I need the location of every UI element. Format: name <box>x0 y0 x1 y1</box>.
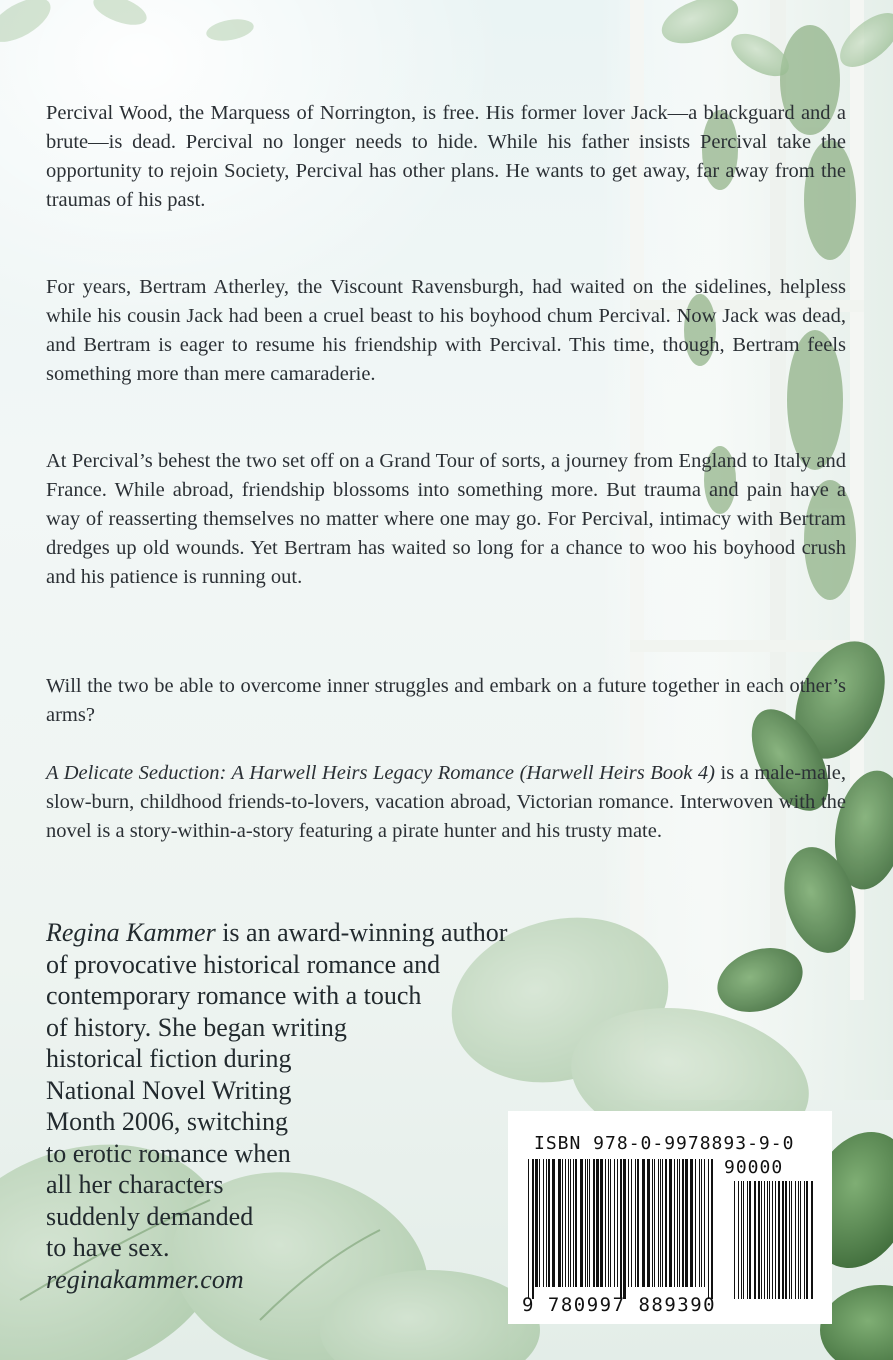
barcode-bar <box>782 1181 784 1299</box>
barcode-bar <box>658 1159 659 1287</box>
barcode-bar <box>539 1159 540 1287</box>
barcode-bar <box>754 1181 756 1299</box>
barcode-bar <box>711 1159 713 1299</box>
ean13-barcode-bars <box>528 1159 714 1299</box>
blurb-paragraph-2: For years, Bertram Atherley, the Viscount Ravensburgh, had waited on the sidelines, helpless while his cousin Jack had been a cruel beast to his boyhood chum Percival. Now Jack was dead, and Bertram is eager to resume his friendship with Percival. This time, though, Bertram feels something more than mere camaraderie. <box>46 276 846 385</box>
barcode-bar <box>570 1159 571 1287</box>
barcode-bar <box>701 1159 702 1287</box>
barcode-bar <box>552 1159 555 1287</box>
barcode-bar <box>775 1181 776 1299</box>
author-bio <box>46 917 566 1295</box>
barcode-bar <box>610 1159 611 1287</box>
barcode-bar <box>767 1181 768 1299</box>
barcode-bar <box>620 1159 622 1299</box>
price-addon-barcode-bars <box>734 1181 816 1299</box>
barcode-bar <box>546 1159 547 1287</box>
barcode-bar <box>800 1181 801 1299</box>
barcode-bar <box>695 1159 696 1287</box>
barcode-bar <box>593 1159 595 1287</box>
barcode-bar <box>669 1159 672 1287</box>
barcode-bar <box>778 1181 780 1299</box>
isbn-label: ISBN 978-0-9978893-9-0 <box>534 1133 795 1154</box>
barcode-bar <box>528 1159 529 1299</box>
barcode-bar <box>791 1181 792 1299</box>
isbn-barcode <box>508 1111 832 1324</box>
barcode-bar <box>662 1159 663 1287</box>
barcode-bar <box>699 1159 700 1287</box>
bio-line-4: of history. She began writing <box>46 1012 347 1042</box>
barcode-bar <box>617 1159 618 1287</box>
book-description: is a male-male, slow-burn, childhood friends-to-lovers, vacation abroad, Victorian romance. Interwoven with the novel is a story-within-a-story featuring a pirate hunter and his trusty mate. <box>46 762 846 842</box>
barcode-bar <box>587 1159 588 1287</box>
barcode-bar <box>665 1159 667 1287</box>
barcode-bar <box>758 1181 760 1299</box>
barcode-bar <box>795 1181 796 1299</box>
barcode-bar <box>708 1159 709 1299</box>
bio-line-3: contemporary romance with a touch <box>46 981 422 1010</box>
blurb-paragraph-5 <box>46 759 846 846</box>
barcode-bar <box>605 1159 606 1287</box>
price-code: 90000 <box>724 1157 784 1178</box>
barcode-bar <box>628 1159 629 1287</box>
barcode-bar <box>631 1159 632 1287</box>
barcode-bar <box>660 1159 661 1287</box>
barcode-bar <box>761 1181 762 1299</box>
barcode-bar <box>749 1181 751 1299</box>
barcode-bar <box>804 1181 805 1299</box>
barcode-bar <box>543 1159 544 1287</box>
barcode-bar <box>548 1159 550 1287</box>
barcode-bar <box>806 1181 808 1299</box>
barcode-bar <box>535 1159 538 1287</box>
bio-line-8: to erotic romance when <box>46 1138 291 1168</box>
barcode-bar <box>642 1159 645 1287</box>
barcode-bar <box>596 1159 599 1287</box>
barcode-bar <box>589 1159 590 1287</box>
bio-line-6: National Novel Writing <box>46 1075 292 1105</box>
barcode-bar <box>738 1181 739 1299</box>
bio-line-11: to have sex. <box>46 1233 170 1262</box>
barcode-bar <box>772 1181 773 1299</box>
bio-line-1: Regina Kammer is an award-winning author <box>46 918 508 947</box>
barcode-bar <box>573 1159 574 1287</box>
author-website: reginakammer.com <box>46 1264 244 1294</box>
barcode-bar <box>580 1159 583 1287</box>
barcode-bar <box>532 1159 534 1299</box>
blurb-paragraph-3: At Percival’s behest the two set off on a Grand Tour of sorts, a journey from England to Italy and France. While abroad, friendship blossoms into something more. But trauma and pain have a way of reasserting themselves no matter where one may go. For Percival, intimacy with Bertram dredges up old wounds. Yet Bertram has waited so long for a chance to woo his boyhood crush and his patience is running out. <box>46 450 846 588</box>
barcode-bar <box>741 1181 742 1299</box>
barcode-bar <box>798 1181 799 1299</box>
barcode-bar <box>811 1181 813 1299</box>
barcode-bar <box>654 1159 655 1287</box>
barcode-bar <box>608 1159 609 1287</box>
barcode-bar <box>568 1159 569 1287</box>
ean-digits: 9 780997 889390 <box>522 1294 717 1316</box>
author-name: Regina Kammer <box>46 918 216 947</box>
barcode-bar <box>562 1159 563 1287</box>
barcode-bar <box>652 1159 653 1287</box>
bio-line-10: suddenly demanded <box>46 1201 254 1231</box>
barcode-bar <box>637 1159 639 1287</box>
barcode-bar <box>734 1181 735 1299</box>
barcode-bar <box>690 1159 693 1287</box>
barcode-bar <box>575 1159 577 1287</box>
barcode-bar <box>600 1159 603 1287</box>
barcode-bar <box>679 1159 680 1287</box>
barcode-bar <box>585 1159 586 1287</box>
book-title: A Delicate Seduction: A Harwell Heirs Legacy Romance (Harwell Heirs Book 4) <box>46 762 715 784</box>
bio-line-9: all her characters <box>46 1170 224 1199</box>
barcode-bar <box>704 1159 705 1287</box>
bio-line-7: Month 2006, switching <box>46 1107 288 1136</box>
barcode-bar <box>789 1181 790 1299</box>
barcode-bar <box>743 1181 744 1299</box>
barcode-bar <box>614 1159 615 1287</box>
barcode-bar <box>747 1181 748 1299</box>
barcode-bar <box>682 1159 684 1287</box>
blurb-paragraph-4: Will the two be able to overcome inner struggles and embark on a future together in each other’s arms? <box>46 675 846 726</box>
barcode-bar <box>635 1159 636 1287</box>
barcode-bar <box>647 1159 650 1287</box>
barcode-bar <box>677 1159 678 1287</box>
blurb-paragraph-1: Percival Wood, the Marquess of Norrington, is free. His former lover Jack—a blackguard and a brute—is dead. Percival no longer needs to hide. While his father insists Percival take the opportunity to rejoin Society, Percival has other plans. He wants to get away, far away from the traumas of his past. <box>46 102 846 211</box>
bio-line-5: historical fiction during <box>46 1044 292 1073</box>
barcode-bar <box>685 1159 688 1287</box>
barcode-bar <box>764 1181 765 1299</box>
barcode-bar <box>565 1159 566 1287</box>
bio-line-2: of provocative historical romance and <box>46 949 441 979</box>
barcode-bar <box>769 1181 770 1299</box>
barcode-bar <box>623 1159 626 1299</box>
barcode-bar <box>674 1159 675 1287</box>
barcode-bar <box>785 1181 787 1299</box>
barcode-bar <box>558 1159 561 1287</box>
